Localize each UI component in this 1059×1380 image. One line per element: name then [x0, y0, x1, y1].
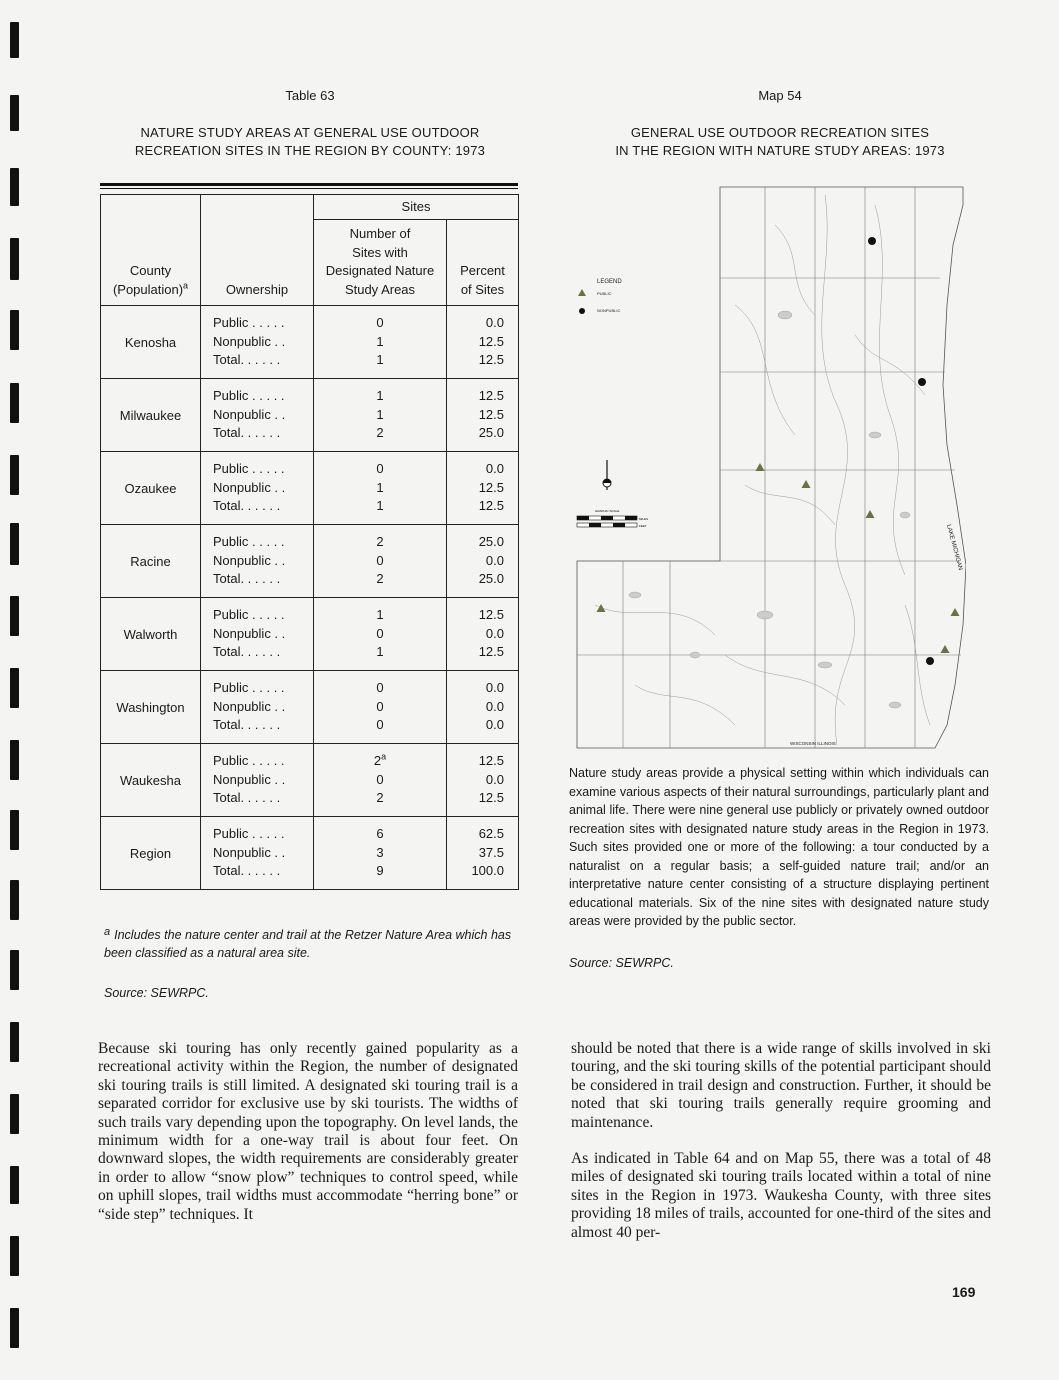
site-count-value: 1 [376, 644, 384, 660]
nature-study-table [100, 194, 519, 890]
map-caption: Nature study areas provide a physical setting within which individuals can examine various aspects of their natural surroundings, particularly plant and animal life. There were nine general use publicly or privately owned outdoor recreation sites with designated nature study areas in the Region in 1973. Such sites provided one or more of the following: a tour conducted by a naturalist on a regular basis; a self-guided nature trail; and/or an interpretative nature center consisting of a structure displaying pertinent educational materials. Six of the nine sites with designated nature study areas were provided by the public sector. [569, 766, 989, 928]
site-count-value: 1 [376, 333, 384, 349]
ownership-label: Total. . . . . . [213, 498, 281, 514]
site-count-value: 2 [373, 753, 382, 769]
site-percent: 12.5 [478, 644, 504, 660]
site-count [314, 844, 446, 863]
county-cell: Region [101, 817, 201, 890]
body-column-right [571, 1040, 991, 1260]
site-count [314, 771, 446, 790]
county-header-line-2 [101, 281, 200, 300]
table-title-line-1: NATURE STUDY AREAS AT GENERAL USE OUTDOOR [140, 125, 480, 140]
public-site-marker [597, 604, 606, 612]
ownership-label: Nonpublic . . [213, 479, 286, 495]
ownership-label: Nonpublic . . [213, 625, 286, 641]
site-percent: 12.5 [478, 498, 504, 514]
site-count-value: 0 [376, 315, 384, 331]
county-header-sup: a [183, 280, 189, 291]
region-outline [577, 187, 966, 748]
public-site-marker [866, 510, 875, 518]
county-cell: Walworth [101, 598, 201, 671]
table-source: Source: SEWRPC. [104, 986, 209, 1000]
table-row [101, 671, 519, 744]
site-percent: 12.5 [478, 333, 504, 349]
county-header [101, 195, 201, 306]
number-header-line-2: Sites with [352, 244, 408, 260]
site-count [314, 752, 446, 771]
public-site-marker [951, 608, 960, 616]
footnote-marker: a [104, 926, 111, 938]
site-count [314, 460, 446, 479]
ownership-label: Total. . . . . . [213, 790, 281, 806]
table-row [101, 598, 519, 671]
percent-cell [447, 379, 519, 452]
site-percent: 12.5 [478, 352, 504, 368]
public-site-marker [941, 645, 950, 653]
state-line-label: WISCONSIN ILLINOIS [790, 741, 836, 746]
ownership-label: Total. . . . . . [213, 571, 281, 587]
site-count [314, 406, 446, 425]
legend-title: LEGEND [597, 279, 622, 285]
ownership-label: Nonpublic . . [213, 844, 286, 860]
ownership-label: Public . . . . . [213, 388, 285, 404]
site-count [314, 387, 446, 406]
map-title [570, 124, 990, 160]
nonpublic-site-marker [926, 657, 934, 665]
percent-cell [447, 671, 519, 744]
site-count-value: 0 [376, 771, 384, 787]
percent-cell [447, 598, 519, 671]
legend-public-marker [578, 289, 586, 296]
ownership-cell [201, 379, 314, 452]
site-count [314, 825, 446, 844]
site-count [314, 625, 446, 644]
scale-miles: MILES [639, 517, 649, 521]
site-percent: 0.0 [485, 680, 504, 696]
region-map [575, 185, 966, 750]
ownership-cell [201, 306, 314, 379]
ownership-label: Public . . . . . [213, 826, 285, 842]
site-percent: 0.0 [485, 717, 504, 733]
site-percent: 25.0 [478, 425, 504, 441]
ownership-cell [201, 452, 314, 525]
site-count-value: 0 [376, 625, 384, 641]
ownership-label: Total. . . . . . [213, 644, 281, 660]
site-count-value: 1 [376, 406, 384, 422]
ownership-label: Total. . . . . . [213, 863, 281, 879]
site-count [314, 333, 446, 352]
ownership-label: Total. . . . . . [213, 352, 281, 368]
site-count-value: 1 [376, 479, 384, 495]
percent-cell [447, 525, 519, 598]
ownership-label: Total. . . . . . [213, 717, 281, 733]
county-cell: Kenosha [101, 306, 201, 379]
ownership-label: Nonpublic . . [213, 333, 286, 349]
page-number: 169 [952, 1284, 976, 1300]
count-cell [314, 452, 447, 525]
site-count [314, 533, 446, 552]
county-cell: Ozaukee [101, 452, 201, 525]
ownership-label: Nonpublic . . [213, 552, 286, 568]
county-cell: Racine [101, 525, 201, 598]
table-row [101, 817, 519, 890]
ownership-cell [201, 525, 314, 598]
site-count-value: 9 [376, 863, 384, 879]
percent-cell [447, 452, 519, 525]
site-percent: 12.5 [478, 790, 504, 806]
site-count [314, 497, 446, 516]
site-count-value: 2 [376, 534, 384, 550]
site-percent: 62.5 [478, 826, 504, 842]
site-count [314, 716, 446, 735]
site-count [314, 552, 446, 571]
count-cell [314, 744, 447, 817]
nonpublic-site-marker [918, 378, 926, 386]
site-count [314, 862, 446, 881]
ownership-cell [201, 671, 314, 744]
site-count [314, 789, 446, 808]
count-cell [314, 525, 447, 598]
table-body [101, 306, 519, 890]
percent-header-line-2: of Sites [460, 281, 505, 297]
ownership-label: Public . . . . . [213, 607, 285, 623]
site-count-value: 1 [376, 388, 384, 404]
county-cell: Milwaukee [101, 379, 201, 452]
scale-title: GRAPHIC SCALE [595, 509, 620, 513]
table-title [80, 124, 540, 160]
count-cell [314, 598, 447, 671]
site-count-value: 2 [376, 790, 384, 806]
lake-label: LAKE MICHIGAN [945, 523, 964, 571]
table-top-rule-thin [100, 188, 518, 189]
table-title-line-2: RECREATION SITES IN THE REGION BY COUNTY: 1973 [134, 143, 486, 158]
county-header-population: (Population) [112, 281, 184, 297]
table-top-rule [100, 183, 518, 186]
ownership-header: Ownership [201, 195, 314, 306]
county-header-line-1: County [129, 263, 172, 278]
ownership-label: Public . . . . . [213, 753, 285, 769]
site-count [314, 424, 446, 443]
site-count-value: 1 [376, 607, 384, 623]
ownership-cell [201, 598, 314, 671]
table-footnote [104, 926, 524, 962]
site-count-value: 3 [376, 844, 384, 860]
map-number: Map 54 [758, 88, 802, 103]
site-count [314, 570, 446, 589]
ownership-label: Nonpublic . . [213, 771, 286, 787]
site-count-value: 2 [376, 571, 384, 587]
site-percent: 0.0 [485, 771, 504, 787]
site-percent: 12.5 [478, 753, 504, 769]
county-cell: Washington [101, 671, 201, 744]
site-count [314, 643, 446, 662]
count-cell [314, 817, 447, 890]
table-row [101, 525, 519, 598]
table-row [101, 744, 519, 817]
site-percent: 0.0 [485, 461, 504, 477]
spiral-binding [0, 0, 40, 1380]
table-row [101, 306, 519, 379]
site-percent: 12.5 [478, 607, 504, 623]
percent-header [447, 220, 519, 306]
number-header-line-4: Study Areas [344, 281, 416, 297]
body-column-left [98, 1040, 518, 1242]
percent-cell [447, 817, 519, 890]
site-percent: 12.5 [478, 388, 504, 404]
percent-cell [447, 306, 519, 379]
public-site-marker [756, 463, 765, 471]
table-row [101, 379, 519, 452]
percent-header-line-1: Percent [460, 263, 505, 278]
legend-public-label: PUBLIC [597, 291, 612, 296]
number-header [314, 220, 447, 306]
percent-cell [447, 744, 519, 817]
site-count-value: 0 [376, 461, 384, 477]
table-row [101, 452, 519, 525]
ownership-label: Nonpublic . . [213, 698, 286, 714]
ownership-label: Total. . . . . . [213, 425, 281, 441]
public-site-marker [802, 480, 811, 488]
site-percent: 25.0 [478, 571, 504, 587]
ownership-label: Public . . . . . [213, 534, 285, 550]
table-number: Table 63 [285, 88, 335, 103]
site-count [314, 351, 446, 370]
site-count-value: 1 [376, 352, 384, 368]
body-paragraph-1: Because ski touring has only recently gained popularity as a recreational activity within the Region, the number of designated ski touring trails is still limited. A designated ski touring trail is a separated corridor for exclusive use by ski tourists. The widths of such trails vary depending upon the topography. On level lands, the minimum width for a one-way trail is about four feet. On downward slopes, the width requirements are considerably greater in order to allow “snow plow” techniques to control speed, while on uphill slopes, trail widths must accommodate “herring bone” or “side step” techniques. It [98, 1040, 518, 1223]
map-title-line-1: GENERAL USE OUTDOOR RECREATION SITES [630, 125, 930, 140]
legend-nonpublic-marker [579, 308, 585, 314]
site-count [314, 698, 446, 717]
site-percent: 12.5 [478, 406, 504, 422]
scale-feet: FEET [639, 524, 647, 528]
site-count [314, 679, 446, 698]
site-count-value: 0 [376, 698, 384, 714]
site-count-value: 6 [376, 826, 384, 842]
sites-header: Sites [314, 195, 519, 220]
site-count-value: 1 [376, 498, 384, 514]
nonpublic-site-marker [868, 237, 876, 245]
site-percent: 0.0 [485, 625, 504, 641]
site-percent: 100.0 [471, 863, 504, 879]
count-cell [314, 306, 447, 379]
site-count [314, 479, 446, 498]
count-cell [314, 379, 447, 452]
ownership-label: Public . . . . . [213, 461, 285, 477]
number-header-line-3: Designated Nature [325, 263, 435, 278]
count-footnote-sup: a [381, 751, 387, 762]
site-count-value: 0 [376, 552, 384, 568]
site-percent: 25.0 [478, 534, 504, 550]
ownership-label: Public . . . . . [213, 315, 285, 331]
site-percent: 0.0 [485, 315, 504, 331]
site-percent: 12.5 [478, 479, 504, 495]
body-paragraph-2: should be noted that there is a wide range of skills involved in ski touring, and the ski touring skills of the potential participant should be considered in trail design and construction. Further, it should be noted that ski touring trails generally require grooming and maintenance. [571, 1040, 991, 1131]
ownership-label: Public . . . . . [213, 680, 285, 696]
county-cell: Waukesha [101, 744, 201, 817]
footnote-text: Includes the nature center and trail at the Retzer Nature Area which has been classified as a natural area site. [104, 928, 512, 960]
graphic-scale [577, 460, 648, 528]
site-percent: 0.0 [485, 552, 504, 568]
site-percent: 0.0 [485, 698, 504, 714]
site-percent: 37.5 [478, 844, 504, 860]
ownership-label: Nonpublic . . [213, 406, 286, 422]
ownership-cell [201, 817, 314, 890]
ownership-cell [201, 744, 314, 817]
map-title-line-2: IN THE REGION WITH NATURE STUDY AREAS: 1973 [615, 143, 945, 158]
site-count [314, 606, 446, 625]
count-cell [314, 671, 447, 744]
legend-nonpublic-label: NONPUBLIC [597, 308, 621, 313]
body-paragraph-3: As indicated in Table 64 and on Map 55, there was a total of 48 miles of designated ski touring trails located within a total of nine sites in the Region in 1973. Waukesha County, with three sites providing 18 miles of trails, accounted for one-third of the sites and almost 40 per- [571, 1150, 991, 1241]
site-count-value: 0 [376, 717, 384, 733]
map-source: Source: SEWRPC. [569, 956, 674, 970]
number-header-line-1: Number of [349, 226, 411, 241]
site-count [314, 314, 446, 333]
site-count-value: 0 [376, 680, 384, 696]
site-count-value: 2 [376, 425, 384, 441]
